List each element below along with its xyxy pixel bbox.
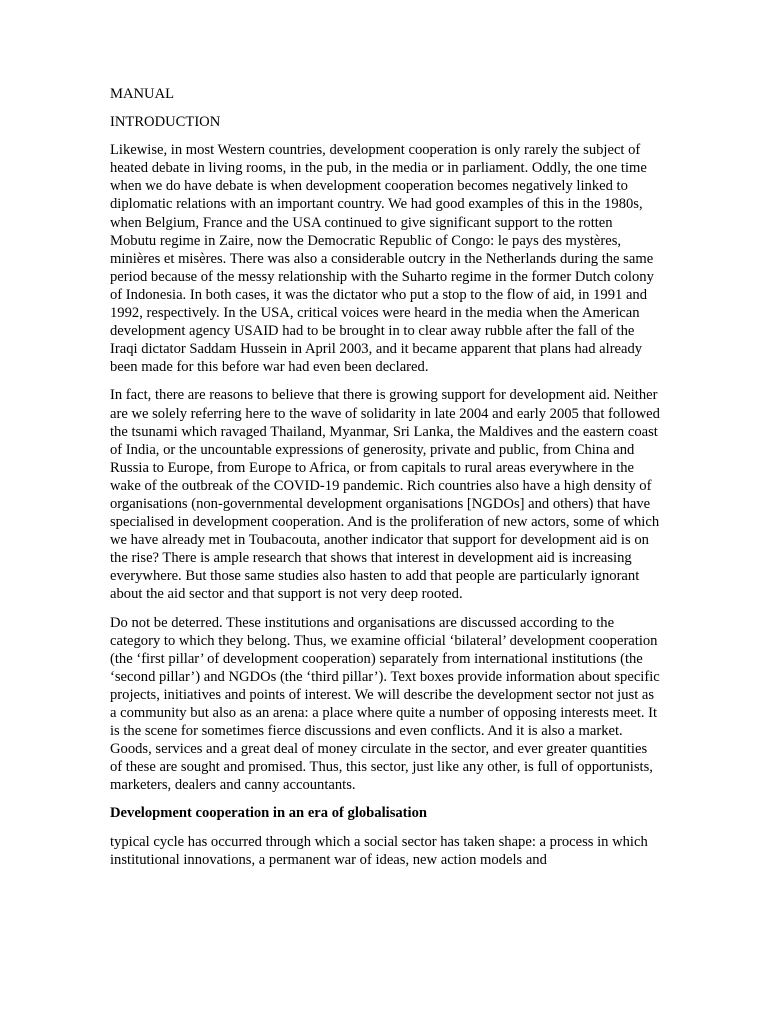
paragraph-3: Do not be deterred. These institutions and organisations are discussed according to the category to which they belong. Thus, we examine official ‘bilateral’ development cooperation (the ‘first pillar’ of development cooperation) separately from international institutions (the ‘second pillar’) and NGDOs (the ‘third pillar’). Text boxes provide information about specific projects, initiatives and points of interest. We will describe the development sector not just as a community but also as an arena: a place where quite a number of opposing interests meet. It is the scene for sometimes fierce discussions and even conflicts. And it is also a market. Goods, services and a great deal of money circulate in the sector, and ever greater quantities of these are sought and promised. Thus, this sector, just like any other, is full of opportunists, marketers, dealers and canny accountants. xyxy=(110,614,660,794)
paragraph-1: Likewise, in most Western countries, development cooperation is only rarely the subject of heated debate in living rooms, in the pub, in the media or in parliament. Oddly, the one time when we do have debate is when development cooperation becomes negatively linked to diplomatic relations with an important country. We had good examples of this in the 1980s, when Belgium, France and the USA continued to give significant support to the rotten Mobutu regime in Zaire, now the Democratic Republic of Congo: le pays des mystères, minières et misères. There was also a considerable outcry in the Netherlands during the same period because of the messy relationship with the Suharto regime in the former Dutch colony of Indonesia. In both cases, it was the dictator who put a stop to the flow of aid, in 1991 and 1992, respectively. In the USA, critical voices were heard in the media when the American development agency USAID had to be brought in to clear away rubble after the fall of the Iraqi dictator Saddam Hussein in April 2003, and it became apparent that plans had already been made for this before war had even been declared. xyxy=(110,142,654,376)
document-page xyxy=(110,85,660,879)
paragraph-2: In fact, there are reasons to believe that there is growing support for development aid. Neither are we solely referring here to the wave of solidarity in late 2004 and early 2005 that followed the tsunami which ravaged Thailand, Myanmar, Sri Lanka, the Maldives and the eastern coast of India, or the uncountable expressions of generosity, private and public, from China and Russia to Europe, from Europe to Africa, or from capitals to rural areas everywhere in the wake of the outbreak of the COVID-19 pandemic. Rich countries also have a high density of organisations (non-governmental development organisations [NGDOs] and others) that have specialised in development cooperation. And is the proliferation of new actors, some of which we have already met in Toubacouta, another indicator that support for development aid is on the rise? There is ample research that shows that interest in development aid is increasing everywhere. But those same studies also hasten to add that people are particularly ignorant about the aid sector and that support is not very deep rooted. xyxy=(110,387,660,603)
document-title: MANUAL xyxy=(110,86,175,102)
section-heading: Development cooperation in an era of globalisation xyxy=(110,805,427,822)
document-subtitle: INTRODUCTION xyxy=(110,114,221,131)
section-paragraph: typical cycle has occurred through which a social sector has taken shape: a process in which institutional innovations, a permanent war of ideas, new action models and xyxy=(110,833,648,868)
